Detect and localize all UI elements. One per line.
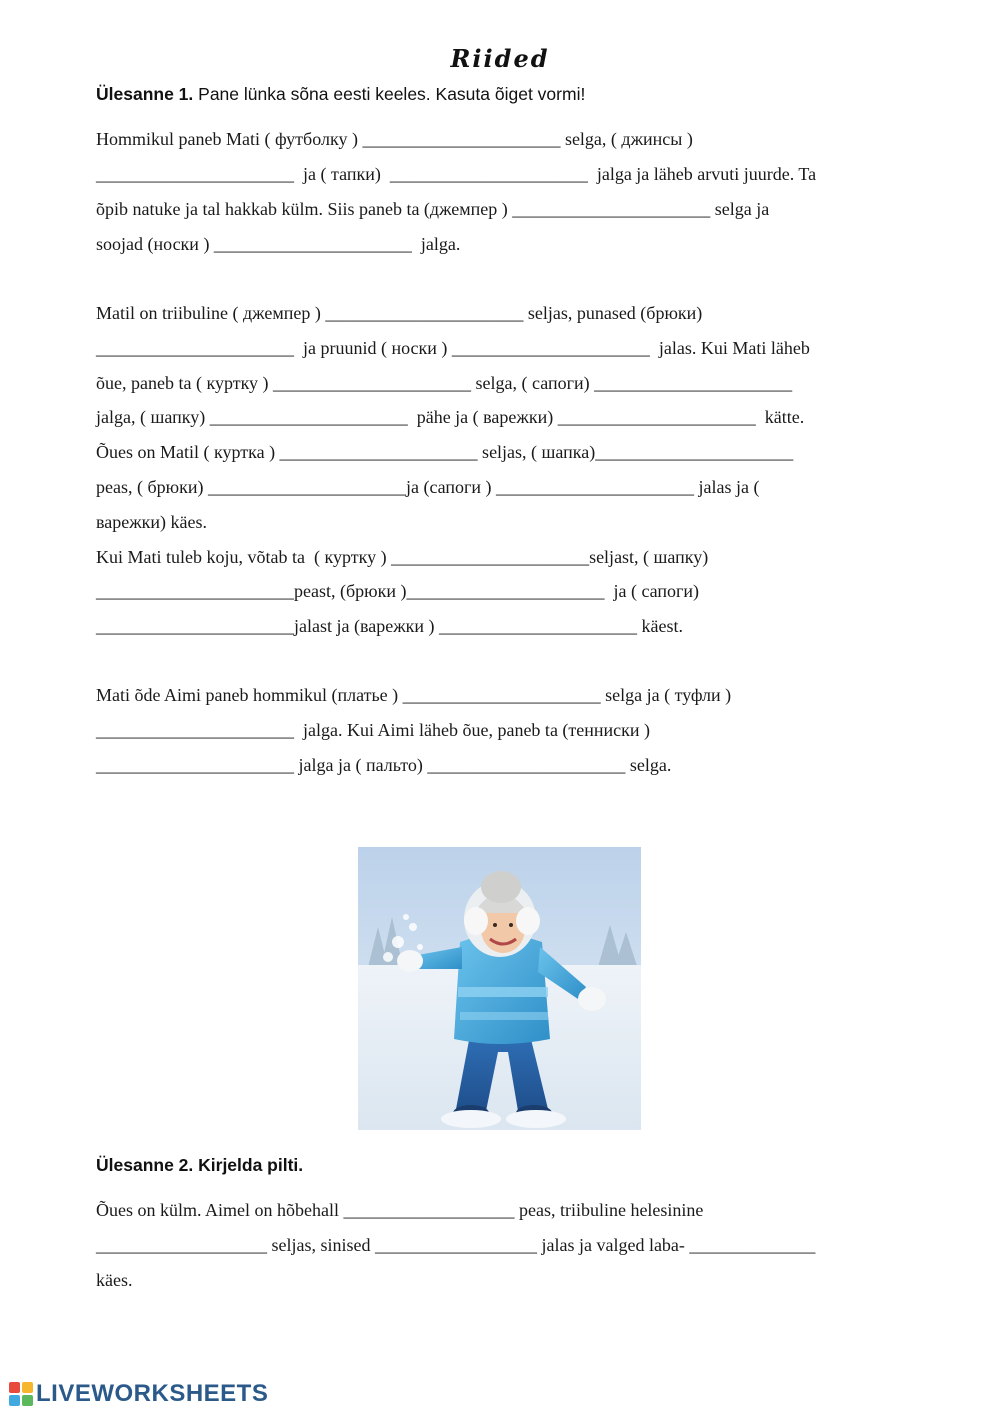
task1-line: Mati õde Aimi paneb hommikul (платье ) ______________________ selga ja ( туфли ) <box>96 685 732 705</box>
task1-line: Kui Mati tuleb koju, võtab ta ( куртку ) ______________________seljast, ( шапку) <box>96 547 709 567</box>
task1-heading <box>96 84 585 105</box>
task2-heading: Ülesanne 2. Kirjelda pilti. <box>96 1155 304 1175</box>
task1-line: ______________________ jalga ja ( пальто) ______________________ selga. <box>96 755 672 775</box>
task1-line: ______________________ jalga. Kui Aimi läheb õue, paneb ta (тенниски ) <box>96 720 651 740</box>
task1-line: ______________________ ja pruunid ( носки ) ______________________ jalas. Kui Mati läheb <box>96 338 810 358</box>
task1-label: Ülesanne 1. <box>96 84 194 104</box>
task1-line: ______________________peast, (брюки )______________________ ja ( сапоги) <box>96 581 700 601</box>
task1-line: Hommikul paneb Mati ( футболку ) ______________________ selga, ( джинсы ) <box>96 129 693 149</box>
task2-line: ___________________ seljas, sinised __________________ jalas ja valged laba- ______________ <box>96 1235 816 1255</box>
child-in-snow-photo <box>358 847 641 1130</box>
task1-line: Matil on triibuline ( джемпер ) ______________________ seljas, punased (брюки) <box>96 303 703 323</box>
task1-line: peas, ( брюки) ______________________ja (сапоги ) ______________________ jalas ja ( <box>96 477 760 497</box>
task2-line: Õues on külm. Aimel on hõbehall ___________________ peas, triibuline helesinine <box>96 1200 704 1220</box>
task1-line: jalga, ( шапку) ______________________ pähe ja ( варежки) ______________________ kätte. <box>96 407 805 427</box>
task1-line: ______________________ ja ( тапки) ______________________ jalga ja läheb arvuti juurde. Ta <box>96 164 817 184</box>
page-title: Riided <box>450 44 550 73</box>
task1-line: õue, paneb ta ( куртку ) ______________________ selga, ( сапоги) ______________________ <box>96 373 793 393</box>
logo-text: LIVEWORKSHEETS <box>36 1380 269 1407</box>
task1-instruction: Pane lünka sõna eesti keeles. Kasuta õiget vormi! <box>193 84 586 104</box>
task1-line: Õues on Matil ( куртка ) ______________________ seljas, ( шапка)______________________ <box>96 442 794 462</box>
task1-line: õpib natuke ja tal hakkab külm. Siis paneb ta (джемпер ) ______________________ selga ja <box>96 199 770 219</box>
liveworksheets-logo[interactable] <box>8 1379 268 1409</box>
task1-line: варежки) käes. <box>96 512 208 532</box>
liveworksheets-logo-icon <box>8 1381 34 1407</box>
task2-line: käes. <box>96 1270 133 1290</box>
task1-line: soojad (носки ) ______________________ jalga. <box>96 234 461 254</box>
task1-line: ______________________jalast ja (варежки ) ______________________ käest. <box>96 616 684 636</box>
